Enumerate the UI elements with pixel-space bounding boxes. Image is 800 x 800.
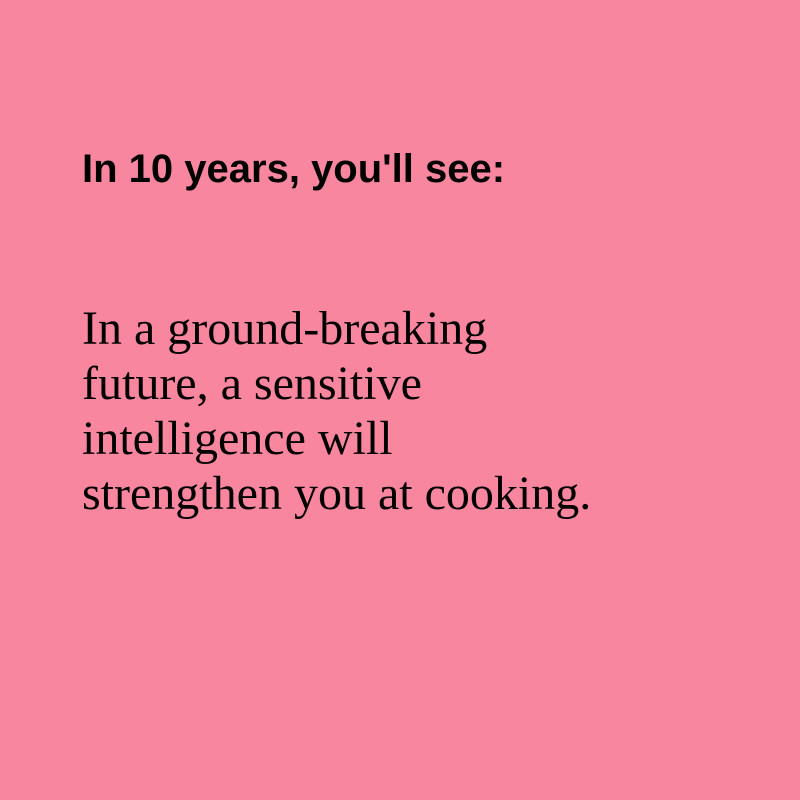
prediction-line: strengthen you at cooking. [82,467,592,520]
prediction-line: intelligence will [82,412,393,465]
prediction-line: future, a sensitive [82,357,422,410]
prediction-text [82,301,591,521]
prediction-line: In a ground-breaking [82,302,488,355]
card-heading: In 10 years, you'll see: [82,147,506,191]
